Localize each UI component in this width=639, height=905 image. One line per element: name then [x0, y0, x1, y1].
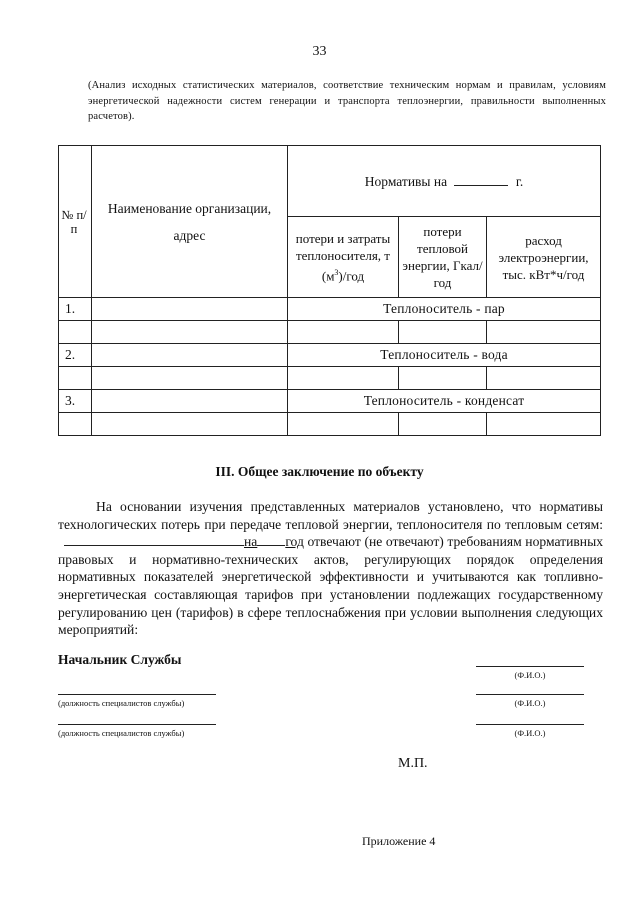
header-organization — [92, 146, 288, 298]
word-not-comply: (не отвечают) — [364, 534, 444, 550]
table-cell — [59, 321, 92, 344]
signature-line — [476, 666, 584, 667]
table-row — [59, 413, 601, 436]
signature-line — [476, 724, 584, 725]
fio-label: (Ф.И.О.) — [514, 670, 546, 680]
position-line — [58, 694, 216, 695]
header-coolant-losses — [288, 217, 399, 298]
table-cell — [92, 390, 288, 413]
word-year: год — [285, 534, 304, 550]
word-on: на — [244, 534, 258, 550]
position-label: (должность специалистов службы) — [58, 728, 185, 738]
chief-signature-block — [476, 666, 584, 680]
section-label: Теплоноситель - конденсат — [288, 390, 601, 413]
conclusion-text — [58, 498, 603, 639]
norms-table — [58, 145, 601, 436]
table-cell — [92, 344, 288, 367]
table-cell — [92, 298, 288, 321]
position-block-2 — [58, 724, 216, 738]
table-row — [59, 344, 601, 367]
table-cell — [487, 321, 601, 344]
position-line — [58, 724, 216, 725]
table-row — [59, 321, 601, 344]
table-cell — [399, 367, 487, 390]
section-label: Теплоноситель - вода — [288, 344, 601, 367]
header-organization-label: Наименование организации, адрес — [107, 200, 272, 243]
header-electricity-label: расход электроэнергии, тыс. кВт*ч/год — [498, 232, 589, 282]
table-row — [59, 390, 601, 413]
word-comply: отвечают — [307, 534, 361, 550]
chief-title: Начальник Службы — [58, 652, 182, 667]
header-number-label: № п/п — [61, 207, 87, 236]
header-heat-losses — [399, 217, 487, 298]
fio-label: (Ф.И.О.) — [514, 728, 546, 738]
appendix-label: Приложение 4 — [362, 834, 436, 848]
table-cell — [399, 321, 487, 344]
conclusion-rest: требованиям нормативных правовых и нормативно-технических актов, регулирующих порядок определения нормативных показателей энергетической эффективности и учитываются как топливно-энергетическая составляющая тарифов при установлении подлежащих государственному регулированию цен (тарифов) в сфере теплоснабжения при условии выполнения следующих мероприятий: — [58, 534, 603, 638]
header-norms-prefix: Нормативы на — [364, 173, 448, 189]
signature-block-2 — [476, 694, 584, 708]
section-number: 1. — [59, 298, 92, 321]
signature-line — [476, 694, 584, 695]
table-cell — [487, 413, 601, 436]
table-cell — [288, 321, 399, 344]
header-coolant-losses-text: потери и затраты теплоносителя, т (м — [295, 230, 391, 284]
header-electricity — [487, 217, 601, 298]
section-title: III. Общее заключение по объекту — [215, 464, 424, 479]
table-cell — [59, 367, 92, 390]
table-cell — [288, 367, 399, 390]
page-number: 33 — [312, 44, 327, 59]
header-coolant-losses-tail: )/год — [338, 268, 365, 284]
conclusion-intro: На основании изучения представленных материалов установлено, что нормативы технологических потерь при передаче тепловой энергии, теплоносителя по тепловым сетям: — [58, 499, 603, 532]
header-norms — [288, 146, 601, 217]
table-cell — [487, 367, 601, 390]
position-label: (должность специалистов службы) — [58, 698, 185, 708]
header-number — [59, 146, 92, 298]
section-label: Теплоноситель - пар — [288, 298, 601, 321]
header-norms-suffix: г. — [515, 173, 524, 189]
position-block-1 — [58, 694, 216, 708]
table-cell — [92, 367, 288, 390]
fio-label: (Ф.И.О.) — [514, 698, 546, 708]
table-cell — [288, 413, 399, 436]
section-number: 3. — [59, 390, 92, 413]
header-heat-losses-label: потери тепловой энергии, Гкал/год — [402, 224, 483, 290]
year-blank — [257, 533, 285, 546]
table-row — [59, 367, 601, 390]
intro-note: (Анализ исходных статистических материалов, соответствие техническим нормам и правилам, условиям энергетической надежности систем генерации и транспорта теплоэнергии, правильности выполненных расчетов). — [88, 80, 606, 122]
table-row — [59, 298, 601, 321]
header-coolant-losses-sup: 3 — [334, 267, 339, 277]
section-number: 2. — [59, 344, 92, 367]
networks-blank — [64, 533, 244, 546]
header-norms-year-blank — [454, 173, 508, 186]
table-cell — [399, 413, 487, 436]
stamp-place: М.П. — [398, 756, 428, 771]
table-cell — [59, 413, 92, 436]
signature-block-3 — [476, 724, 584, 738]
table-cell — [92, 321, 288, 344]
table-cell — [92, 413, 288, 436]
